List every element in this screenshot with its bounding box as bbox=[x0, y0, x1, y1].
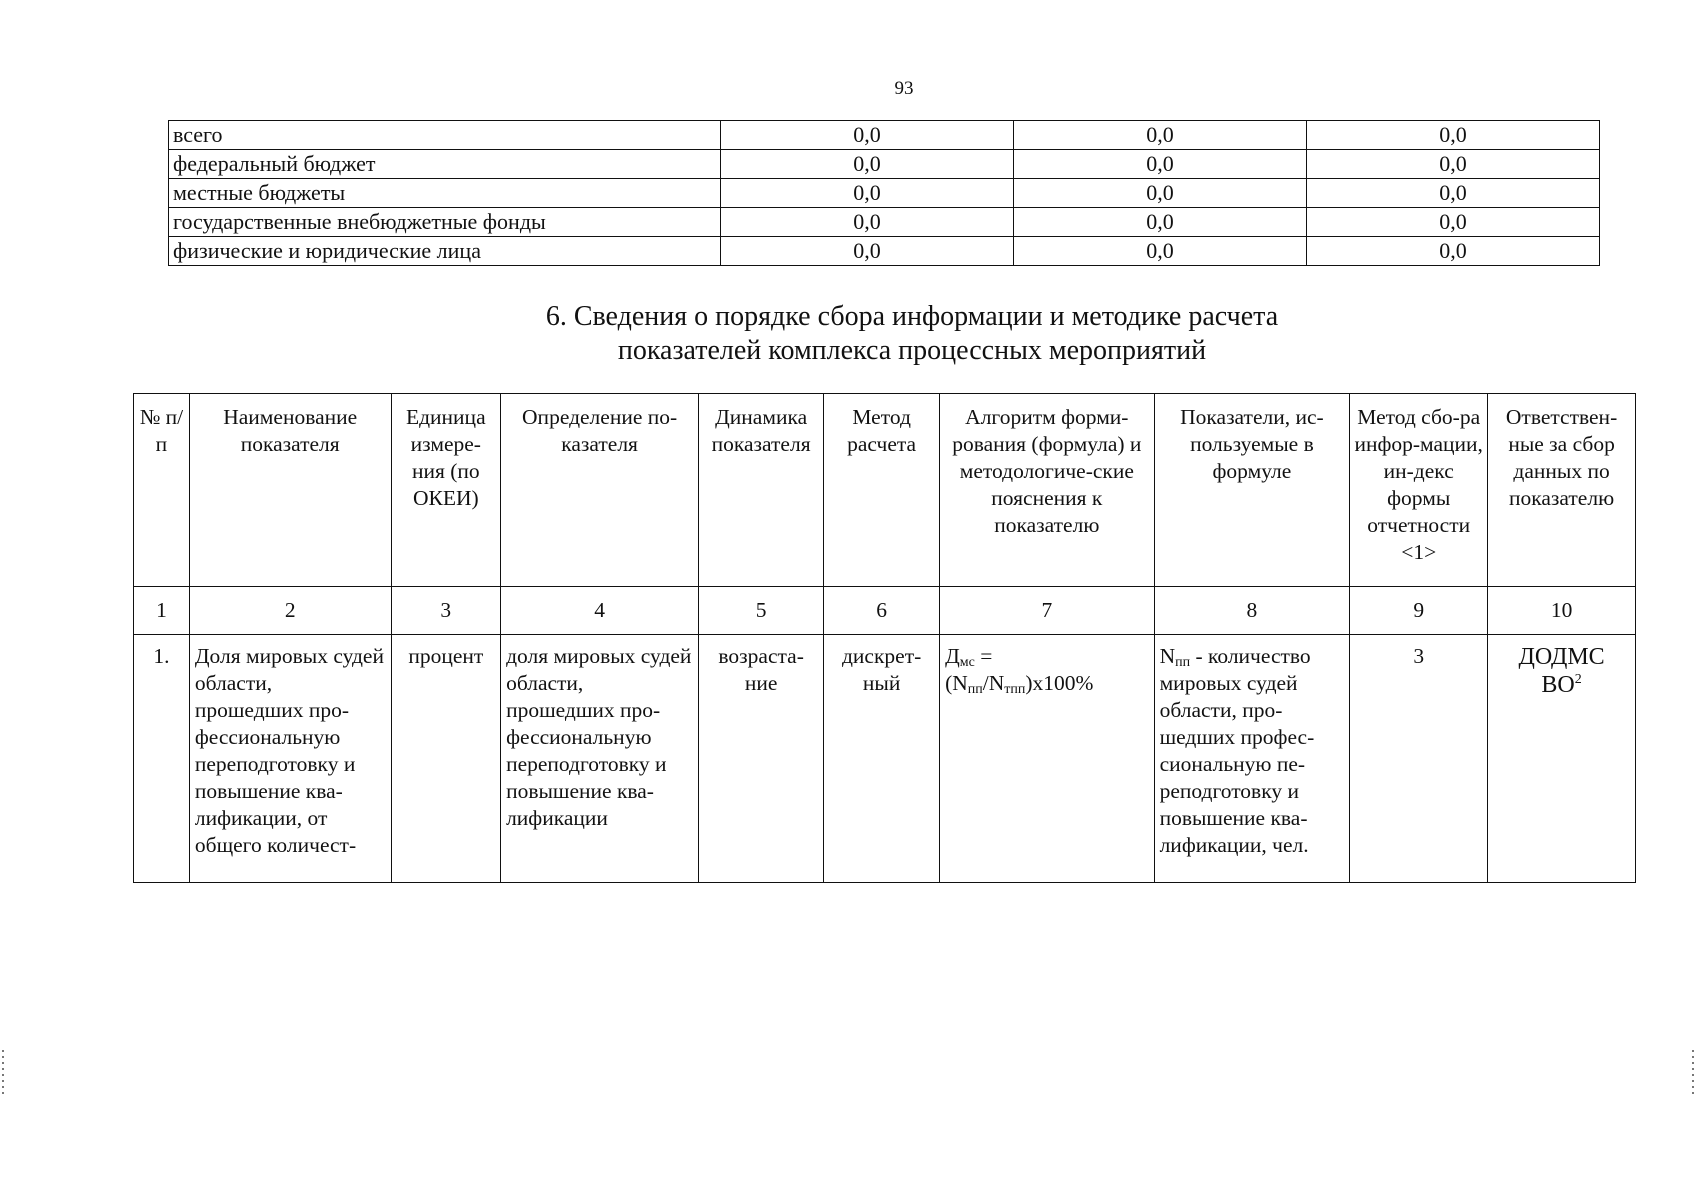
funding-value: 0,0 bbox=[1014, 208, 1307, 237]
column-number: 10 bbox=[1488, 587, 1636, 635]
header-cell-num: № п/п bbox=[134, 394, 190, 587]
column-number: 6 bbox=[824, 587, 940, 635]
funding-source: федеральный бюджет bbox=[169, 150, 721, 179]
indicator-unit: процент bbox=[391, 635, 501, 883]
funding-row bbox=[169, 208, 1600, 237]
funding-value: 0,0 bbox=[721, 208, 1014, 237]
header-cell-collection: Метод сбо-ра инфор-мации, ин-декс формы отчетности <1> bbox=[1350, 394, 1488, 587]
indicators-table bbox=[133, 393, 1636, 883]
funding-row bbox=[169, 150, 1600, 179]
header-cell-unit: Единица измере-ния (по ОКЕИ) bbox=[391, 394, 501, 587]
indicator-definition: доля мировых судей области, прошедших про-фессиональную переподготовку и повышение ква-лификации bbox=[501, 635, 699, 883]
column-number: 2 bbox=[189, 587, 391, 635]
funding-value: 0,0 bbox=[721, 237, 1014, 266]
funding-source: государственные внебюджетные фонды bbox=[169, 208, 721, 237]
funding-row bbox=[169, 121, 1600, 150]
column-number: 1 bbox=[134, 587, 190, 635]
section-title bbox=[340, 300, 1484, 368]
funding-value: 0,0 bbox=[1307, 121, 1600, 150]
section-title-line1: 6. Сведения о порядке сбора информации и методике расчета bbox=[545, 301, 1279, 332]
funding-value: 0,0 bbox=[1014, 121, 1307, 150]
column-number: 8 bbox=[1154, 587, 1350, 635]
funding-value: 0,0 bbox=[721, 121, 1014, 150]
funding-source: физические и юридические лица bbox=[169, 237, 721, 266]
indicator-collection-method: 3 bbox=[1350, 635, 1488, 883]
header-cell-definition: Определение по-казателя bbox=[501, 394, 699, 587]
column-number: 4 bbox=[501, 587, 699, 635]
header-cell-name: Наименование показателя bbox=[189, 394, 391, 587]
indicator-dynamics: возраста-ние bbox=[699, 635, 824, 883]
header-cell-variables: Показатели, ис-пользуемые в формуле bbox=[1154, 394, 1350, 587]
funding-value: 0,0 bbox=[1307, 208, 1600, 237]
header-cell-algorithm: Алгоритм форми-рования (формула) и методологиче-ские пояснения к показателю bbox=[940, 394, 1154, 587]
column-number: 3 bbox=[391, 587, 501, 635]
funding-row bbox=[169, 179, 1600, 208]
funding-value: 0,0 bbox=[1014, 237, 1307, 266]
table-row bbox=[134, 635, 1636, 883]
funding-row bbox=[169, 237, 1600, 266]
indicator-responsible: ДОДМС $ВО^2$ bbox=[1488, 635, 1636, 883]
funding-value: 0,0 bbox=[1307, 237, 1600, 266]
funding-value: 0,0 bbox=[721, 179, 1014, 208]
funding-value: 0,0 bbox=[1307, 150, 1600, 179]
column-number-row bbox=[134, 587, 1636, 635]
column-number: 5 bbox=[699, 587, 824, 635]
indicator-method: дискрет-ный bbox=[824, 635, 940, 883]
scan-edge-mark-left bbox=[2, 1050, 4, 1095]
header-cell-responsible: Ответствен-ные за сбор данных по показателю bbox=[1488, 394, 1636, 587]
header-row bbox=[134, 394, 1636, 587]
page-number: 93 bbox=[894, 78, 914, 99]
indicator-name: Доля мировых судей области, прошедших про-фессиональную переподготовку и повышение ква-лификации, от общего количест- bbox=[189, 635, 391, 883]
funding-source: местные бюджеты bbox=[169, 179, 721, 208]
header-cell-dynamics: Динамика показателя bbox=[699, 394, 824, 587]
funding-value: 0,0 bbox=[721, 150, 1014, 179]
funding-table bbox=[168, 120, 1600, 266]
funding-value: 0,0 bbox=[1307, 179, 1600, 208]
header-cell-method: Метод расчета bbox=[824, 394, 940, 587]
indicator-formula: $Д_{мс}$ = $(N_{пп}/N_{тпп})x100\%$ bbox=[940, 635, 1154, 883]
indicator-variables: $N_{пп}$ - количество мировых судей области, про-шедших профес-сиональную пе-реподготовку и повышение ква-лификации, чел. bbox=[1154, 635, 1350, 883]
column-number: 7 bbox=[940, 587, 1154, 635]
funding-value: 0,0 bbox=[1014, 179, 1307, 208]
column-number: 9 bbox=[1350, 587, 1488, 635]
funding-value: 0,0 bbox=[1014, 150, 1307, 179]
funding-source: всего bbox=[169, 121, 721, 150]
row-number: 1. bbox=[134, 635, 190, 883]
scan-edge-mark-right bbox=[1692, 1050, 1694, 1095]
section-title-line2: показателей комплекса процессных мероприятий bbox=[617, 335, 1207, 366]
